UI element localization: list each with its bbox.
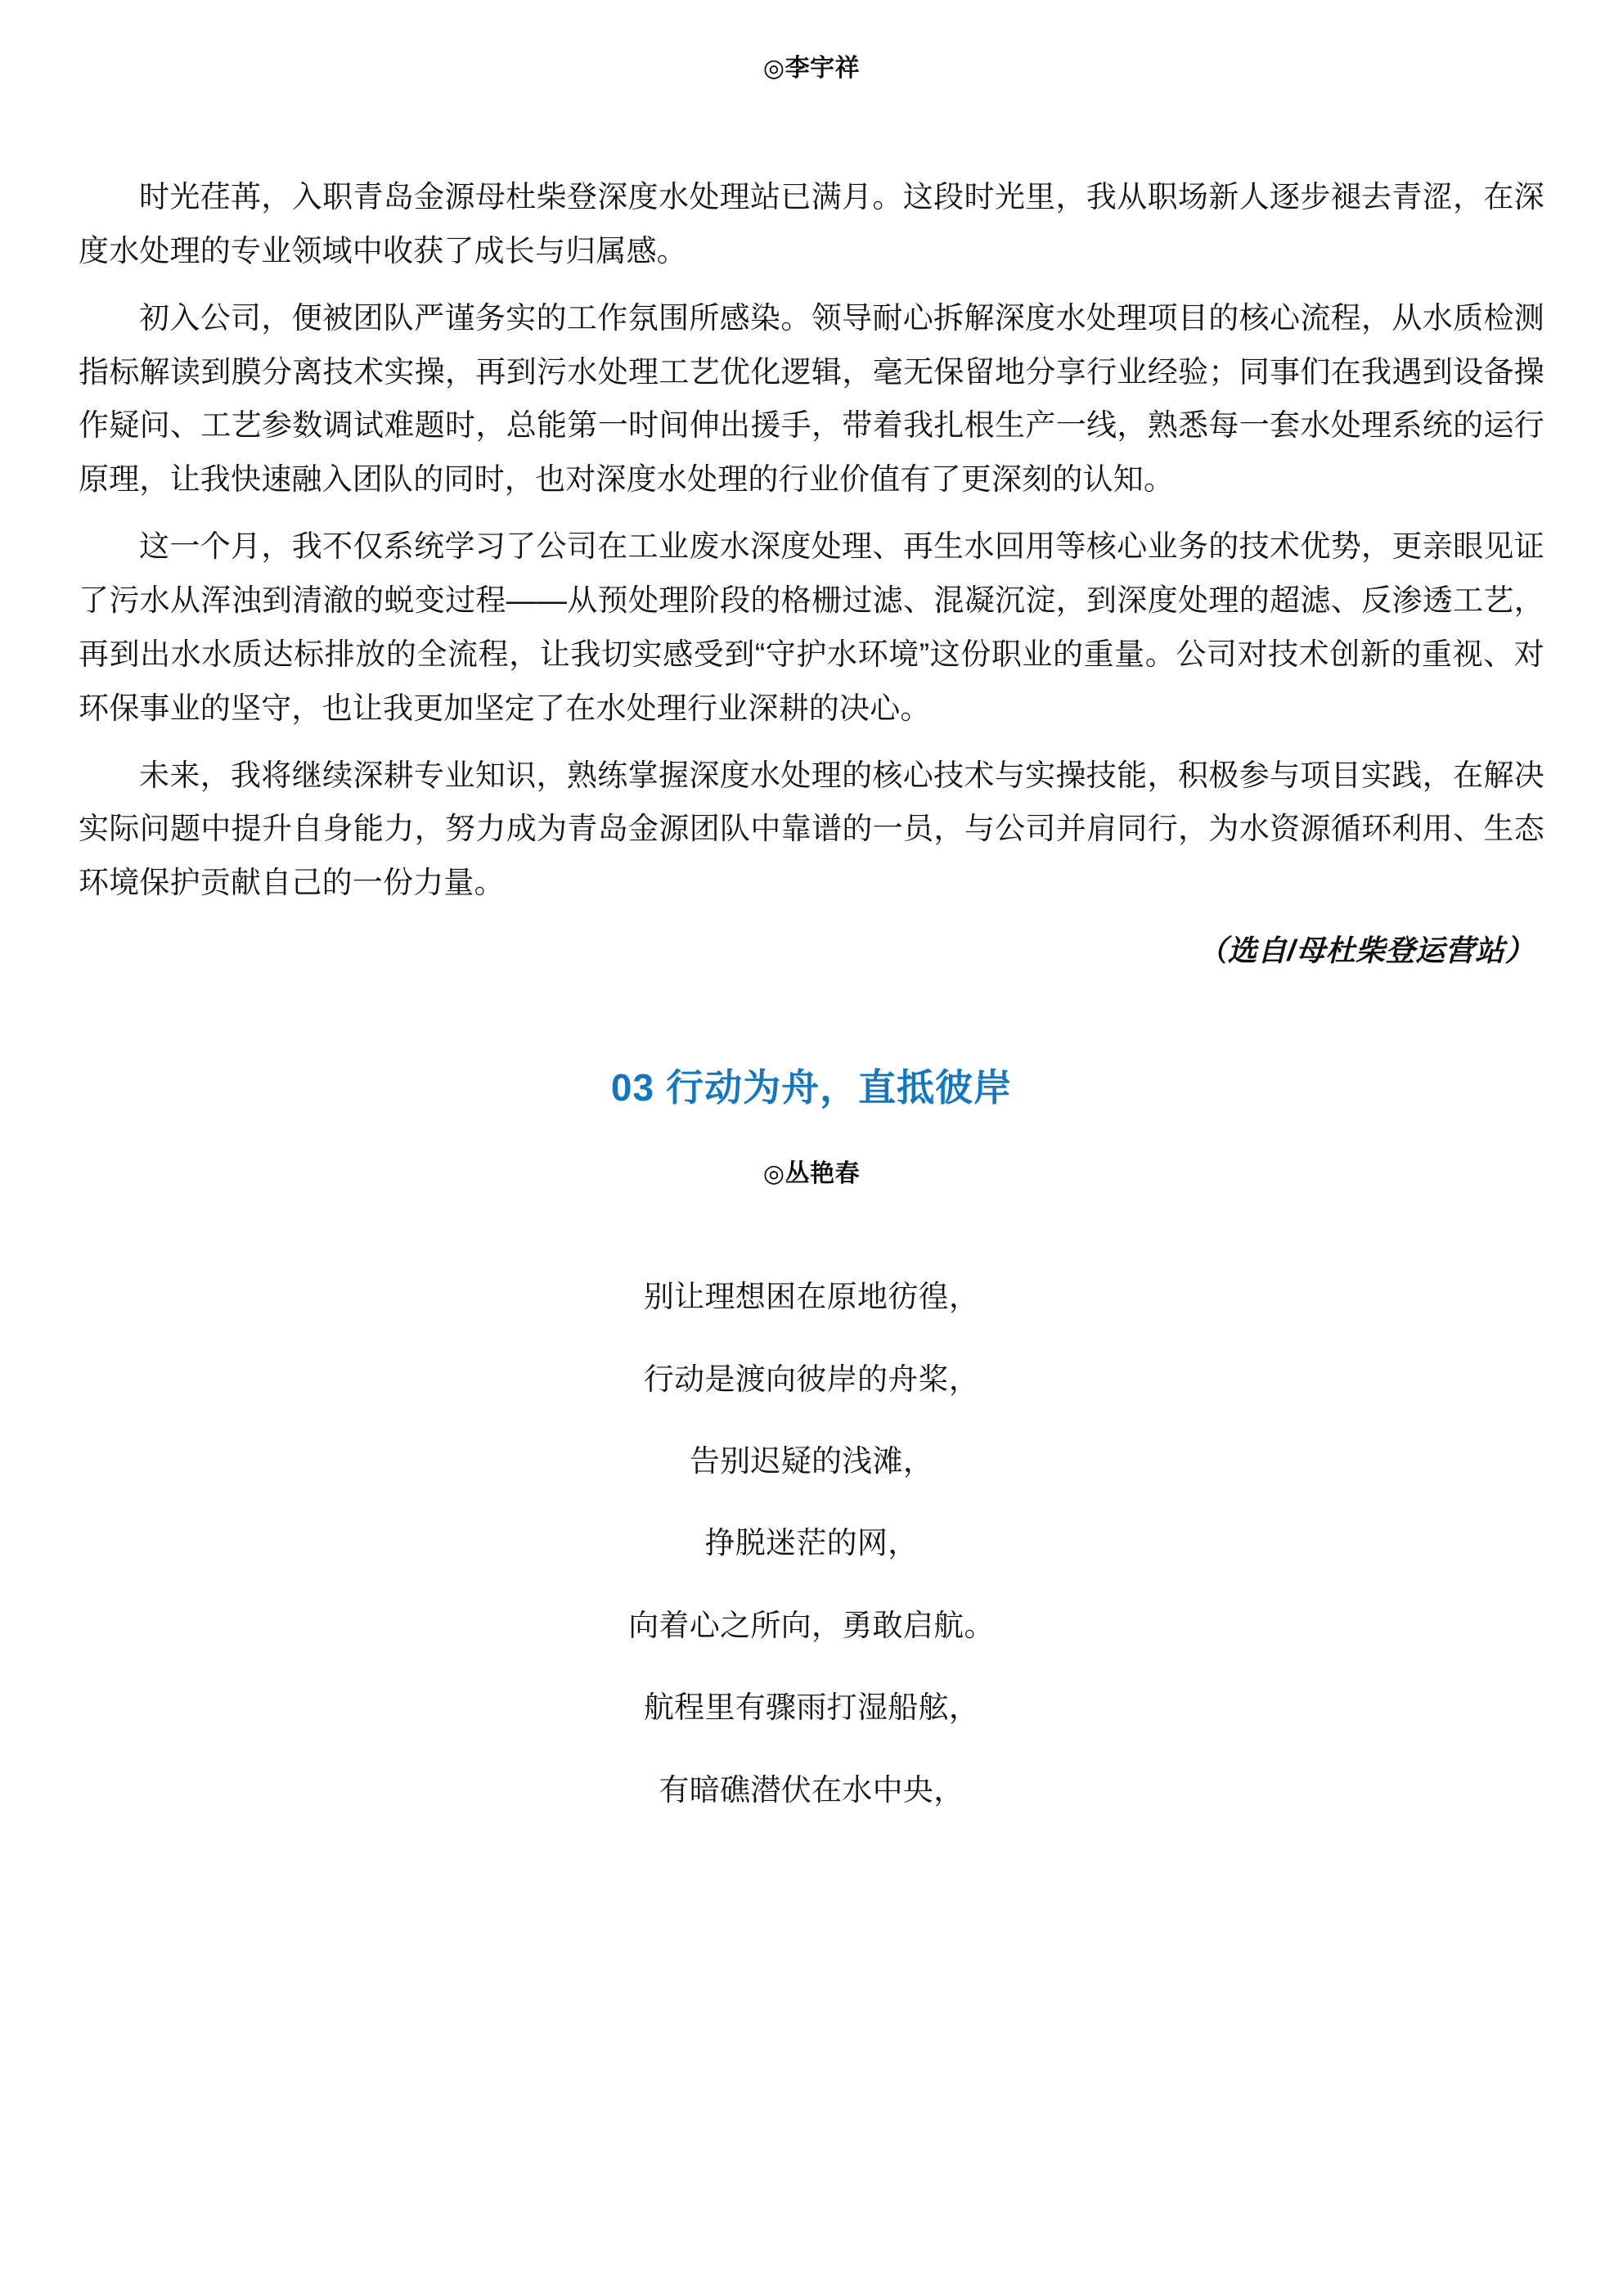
page-content-column — [79, 0, 1544, 1808]
poem-line: 挣脱迷茫的网， — [704, 1526, 919, 1560]
article-1-paragraph-1: 时光荏苒，入职青岛金源母杜柴登深度水处理站已满月。这段时光里，我从职场新人逐步褪去青涩，在深度水处理的专业领域中收获了成长与归属感。 — [79, 180, 1544, 268]
article-2-poem — [79, 1189, 1544, 1808]
poem-line: 告别迟疑的浅滩， — [689, 1443, 934, 1478]
article-2-heading — [79, 1058, 1544, 1112]
article-1-paragraph-4: 未来，我将继续深耕专业知识，熟练掌握深度水处理的核心技术与实操技能，积极参与项目实践，在解决实际问题中提升自身能力，努力成为青岛金源团队中靠谱的一员，与公司并肩同行，为水资源循环利用、生态环境保护贡献自己的一份力量。 — [79, 758, 1544, 900]
article-1-paragraph-2: 初入公司，便被团队严谨务实的工作氛围所感染。领导耐心拆解深度水处理项目的核心流程，从水质检测指标解读到膜分离技术实操，再到污水处理工艺优化逻辑，毫无保留地分享行业经验；同事们在我遇到设备操作疑问、工艺参数调试难题时，总能第一时间伸出援手，带着我扎根生产一线，熟悉每一套水处理系统的运行原理，让我快速融入团队的同时，也对深度水处理的行业价值有了更深刻的认知。 — [79, 300, 1544, 497]
article-2-heading-number: 03 — [610, 1066, 655, 1110]
poem-line-gap — [79, 1562, 1544, 1608]
poem-top-spacer — [79, 1189, 1544, 1279]
poem-line: 有暗礁潜伏在水中央， — [659, 1772, 964, 1807]
poem-line: 行动是渡向彼岸的舟桨， — [643, 1362, 980, 1396]
article-2-heading-title: 行动为舟，直抵彼岸 — [666, 1066, 1013, 1110]
poem-line-gap — [79, 1644, 1544, 1690]
poem-line-gap — [79, 1479, 1544, 1525]
poem-line-gap — [79, 1398, 1544, 1443]
poem-line-gap — [79, 1727, 1544, 1772]
article-1-byline: ◎李宇祥 — [762, 55, 861, 82]
poem-line: 航程里有骤雨打湿船舷， — [643, 1690, 980, 1725]
poem-line-gap — [79, 1316, 1544, 1362]
poem-line: 向着心之所向，勇敢启航。 — [628, 1608, 995, 1642]
poem-line: 别让理想困在原地彷徨， — [643, 1280, 980, 1314]
article-1-source-attribution: （选自/母杜柴登运营站） — [1197, 934, 1535, 968]
article-1-paragraph-3: 这一个月，我不仅系统学习了公司在工业废水深度处理、再生水回用等核心业务的技术优势，更亲眼见证了污水从浑浊到清澈的蜕变过程——从预处理阶段的格栅过滤、混凝沉淀，到深度处理的超滤、反渗透工艺，再到出水水质达标排放的全流程，让我切实感受到“守护水环境”这份职业的重量。公司对技术创新的重视、对环保事业的坚守，也让我更加坚定了在水处理行业深耕的决心。 — [79, 529, 1544, 725]
article-2-byline: ◎丛艳春 — [762, 1160, 861, 1188]
